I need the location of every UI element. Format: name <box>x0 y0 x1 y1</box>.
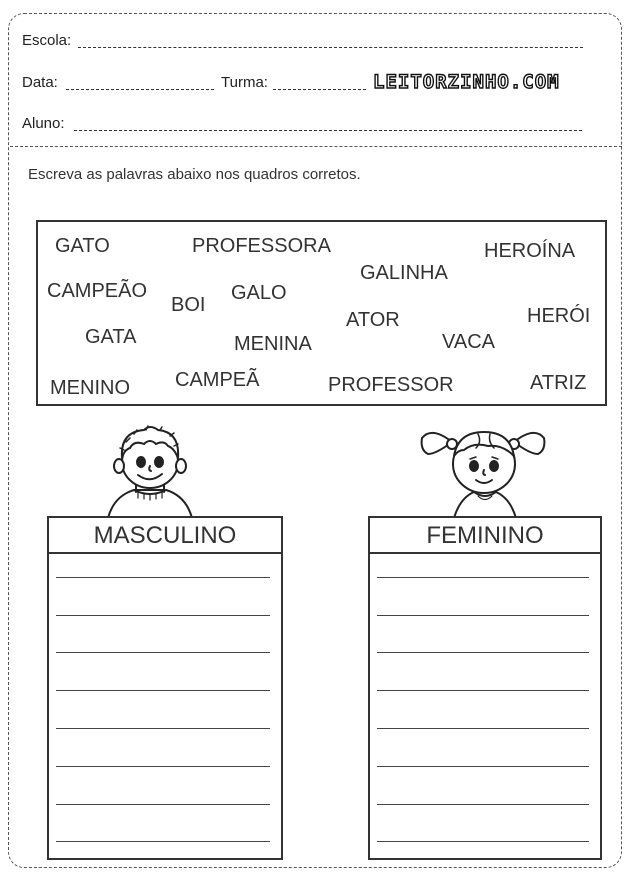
date-field[interactable] <box>66 89 214 90</box>
word-item: ATRIZ <box>530 372 587 394</box>
word-item: PROFESSOR <box>328 374 454 396</box>
word-item: HEROÍNA <box>484 240 576 262</box>
feminine-title: FEMININO <box>370 518 600 554</box>
masculine-column <box>47 516 283 860</box>
girl-face-icon <box>418 420 548 518</box>
word-item: VACA <box>442 331 495 353</box>
date-label: Data: <box>22 74 58 91</box>
student-field[interactable] <box>74 130 582 131</box>
answer-line[interactable] <box>56 690 270 691</box>
student-label: Aluno: <box>22 115 65 132</box>
answer-line[interactable] <box>56 577 270 578</box>
word-item: HERÓI <box>527 305 591 327</box>
header-separator <box>10 146 622 147</box>
answer-line[interactable] <box>56 766 270 767</box>
word-item: GALINHA <box>360 262 448 284</box>
class-field[interactable] <box>273 89 366 90</box>
answer-line[interactable] <box>377 841 589 842</box>
answer-line[interactable] <box>377 728 589 729</box>
instructions: Escreva as palavras abaixo nos quadros corretos. <box>28 166 361 183</box>
answer-line[interactable] <box>377 615 589 616</box>
answer-line[interactable] <box>377 804 589 805</box>
word-bank <box>36 220 607 406</box>
class-label: Turma: <box>221 74 268 91</box>
school-field[interactable] <box>78 47 583 48</box>
answer-line[interactable] <box>56 615 270 616</box>
answer-line[interactable] <box>56 652 270 653</box>
word-item: BOI <box>171 294 206 316</box>
word-item: CAMPEÃ <box>175 369 260 391</box>
answer-line[interactable] <box>377 690 589 691</box>
feminine-column <box>368 516 602 860</box>
word-item: GALO <box>231 282 287 304</box>
answer-line[interactable] <box>56 841 270 842</box>
word-item: MENINA <box>234 333 312 355</box>
word-item: GATO <box>55 235 110 257</box>
word-item: MENINO <box>50 377 130 399</box>
answer-line[interactable] <box>56 728 270 729</box>
boy-face-icon <box>104 422 196 518</box>
school-label: Escola: <box>22 32 72 49</box>
answer-line[interactable] <box>377 652 589 653</box>
answer-line[interactable] <box>56 804 270 805</box>
word-item: ATOR <box>346 309 400 331</box>
word-item: CAMPEÃO <box>47 280 148 302</box>
answer-line[interactable] <box>377 766 589 767</box>
word-item: PROFESSORA <box>192 235 331 257</box>
answer-line[interactable] <box>377 577 589 578</box>
word-item: GATA <box>85 326 137 348</box>
masculine-title: MASCULINO <box>49 518 281 554</box>
site-logo: LEITORZINHO.COM <box>373 71 560 93</box>
